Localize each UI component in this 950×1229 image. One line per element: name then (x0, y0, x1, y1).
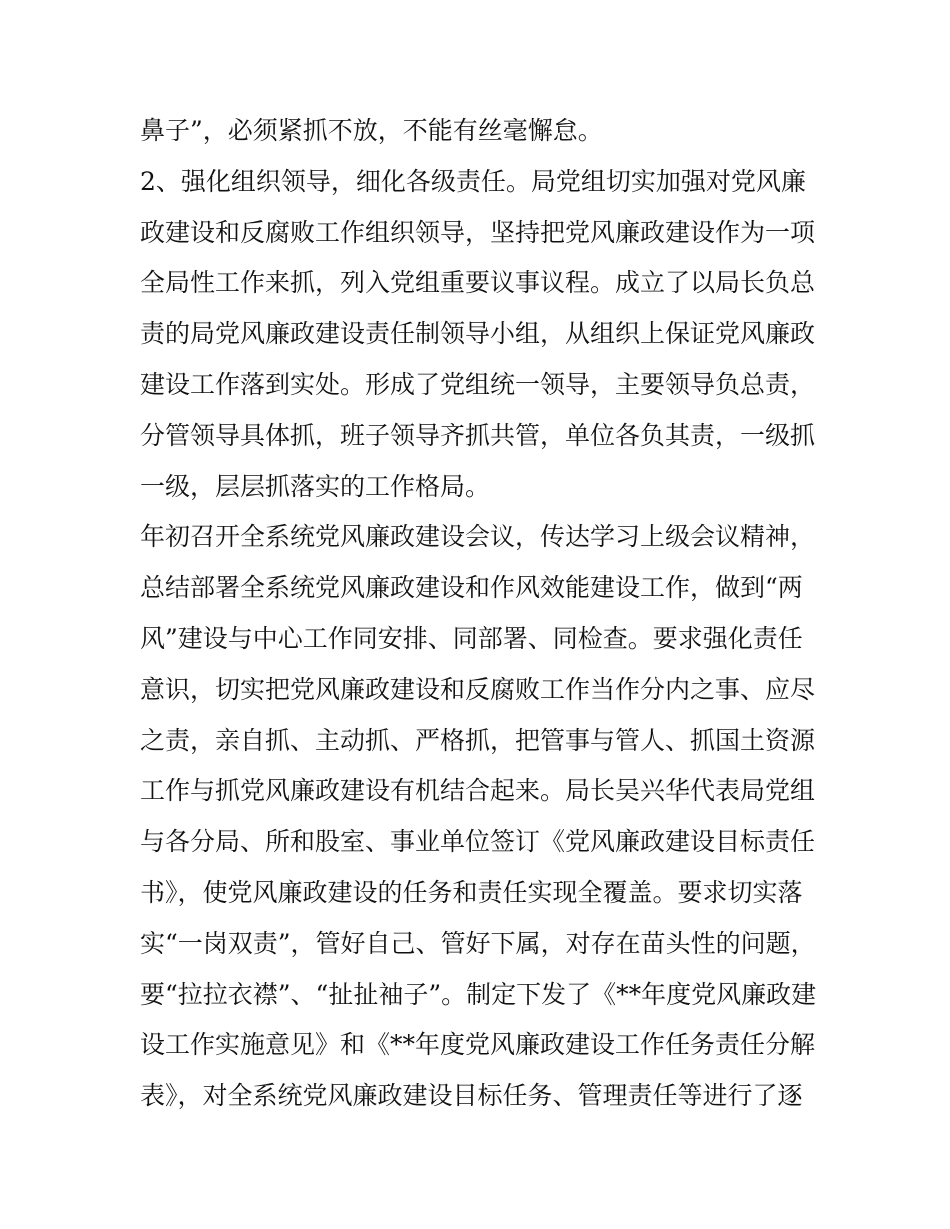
text-line: 全局性工作来抓，列入党组重要议事议程。成立了以局长负总 (140, 268, 816, 298)
text-line: 一级，层层抓落实的工作格局。 (140, 471, 491, 501)
text-line: 总结部署全系统党风廉政建设和作风效能建设工作，做到“两 (140, 573, 803, 603)
text-line: 责的局党风廉政建设责任制领导小组，从组织上保证党风廉政 (140, 319, 816, 349)
text-line: 意识，切实把党风廉政建设和反腐败工作当作分内之事、应尽 (140, 674, 816, 704)
text-line: 政建设和反腐败工作组织领导，坚持把党风廉政建设作为一项 (140, 217, 816, 247)
text-line: 与各分局、所和股室、事业单位签订《党风廉政建设目标责任 (140, 827, 816, 857)
text-line: 设工作实施意见》和《**年度党风廉政建设工作任务责任分解 (140, 1030, 816, 1060)
text-line: 实“一岗双责”，管好自己、管好下属，对存在苗头性的问题， (140, 928, 816, 958)
text-line: 之责，亲自抓、主动抓、严格抓，把管事与管人、抓国土资源 (140, 725, 816, 755)
text-line: 风”建设与中心工作同安排、同部署、同检查。要求强化责任 (140, 623, 803, 653)
text-line: 建设工作落到实处。形成了党组统一领导，主要领导负总责， (140, 369, 816, 399)
text-line: 工作与抓党风廉政建设有机结合起来。局长吴兴华代表局党组 (140, 776, 816, 806)
text-line: 分管领导具体抓，班子领导齐抓共管，单位各负其责，一级抓 (140, 420, 816, 450)
text-line: 书》，使党风廉政建设的任务和责任实现全覆盖。要求切实落 (140, 877, 803, 907)
text-line: 要“拉拉衣襟”、“扯扯袖子”。制定下发了《**年度党风廉政建 (140, 979, 817, 1009)
text-line: 鼻子”，必须紧抓不放，不能有丝毫懈怠。 (140, 116, 603, 145)
text-line: 表》，对全系统党风廉政建设目标任务、管理责任等进行了逐 (140, 1081, 803, 1111)
text-line: 年初召开全系统党风廉政建设会议，传达学习上级会议精神， (140, 522, 816, 552)
text-line: 2、强化组织领导，细化各级责任。局党组切实加强对党风廉 (140, 166, 806, 196)
body-text (140, 106, 820, 1122)
